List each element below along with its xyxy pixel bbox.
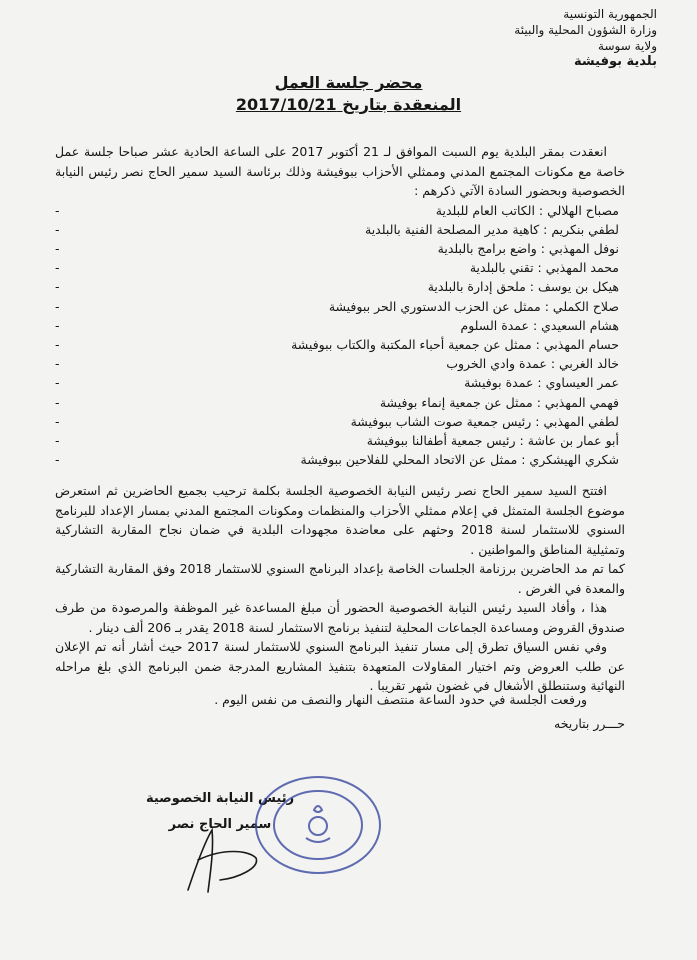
signature-title: رئيس النيابة الخصوصية xyxy=(145,791,295,806)
attendee-text: فهمي المهذبي : ممثل عن جمعية إنماء بوفيشة xyxy=(379,394,619,410)
letterhead-governorate: ولاية سوسة xyxy=(598,39,657,53)
document-body xyxy=(55,142,625,696)
attendee-text: هيكل بن يوسف : ملحق إدارة بالبلدية xyxy=(427,279,619,295)
attendee-item: أبو عمار بن عاشة : رئيس جمعية أطفالنا ببوفيشة - xyxy=(55,431,619,450)
attendee-item: مصباح الهلالي : الكاتب العام للبلدية - xyxy=(55,201,619,220)
attendee-item: خالد الغربي : عمدة وادي الخروب - xyxy=(55,354,619,373)
attendee-item: شكري الهيشكري : ممثل عن الاتحاد المحلي للفلاحين ببوفيشة - xyxy=(55,450,619,469)
document-title xyxy=(0,72,697,116)
opening-paragraph: افتتح السيد سمير الحاج نصر رئيس النيابة الخصوصية الجلسة بكلمة ترحيب بجميع الحاضرين ثم استعرض موضوع الجلسة المتمثل في إعلام ممثلي الأحزاب والمنظمات ومكونات المجتمع المدني بمسار الإعداد للبرنامج السنوي للاستثمار لسنة 2018 وحثهم على معاضدة مجهودات البلدية في ضمان نجاح المقاربة التشاركية وتمثيلية المناطق والمواطنين . xyxy=(55,483,626,557)
funding-paragraph: هذا ، وأفاد السيد رئيس النيابة الخصوصية الحضور أن مبلغ المساعدة غير الموظفة والمرصودة من طرف صندوق القروض ومساعدة الجماعات المحلية لتنفيذ برنامج الاستثمار لسنة 2018 يقدر بـ 206 ألف دينار . xyxy=(55,600,625,635)
letterhead-country: الجمهورية التونسية xyxy=(563,7,657,21)
schedule-paragraph: كما تم مد الحاضرين برزنامة الجلسات الخاصة بإعداد البرنامج السنوي للاستثمار 2018 وفق المقاربة التشاركية والمعدة في الغرض . xyxy=(55,561,625,596)
attendee-text: شكري الهيشكري : ممثل عن الاتحاد المحلي للفلاحين ببوفيشة xyxy=(300,452,619,468)
attendee-text: لطفي بنكريم : كاهية مدير المصلحة الفنية بالبلدية xyxy=(365,221,619,237)
attendee-text: محمد المهذبي : تقني بالبلدية xyxy=(469,260,619,276)
attendee-text: صلاح الكملي : ممثل عن الحزب الدستوري الحر ببوفيشة xyxy=(328,298,619,314)
intro-paragraph: انعقدت بمقر البلدية يوم السبت الموافق لـ 21 أكتوبر 2017 على الساعة الحادية عشر صباحا جلسة عمل خاصة مع مكونات المجتمع المدني وممثلي الأحزاب ببوفيشة وذلك برئاسة السيد سمير الحاج نصر رئيس النيابة الخصوصية وبحضور السادة الآتي ذكرهم : xyxy=(55,144,625,198)
progress-paragraph: وفي نفس السياق تطرق إلى مسار تنفيذ البرنامج السنوي للاستثمار لسنة 2017 حيث أشار أنه تم الإعلان عن طلب العروض وتم اختيار المقاولات المتعهدة بتنفيذ المشاريع المدرجة ضمن البرنامج الذي بلغ مراحله النهائية وستنطلق الأشغال في غضون شهر تقريبا . xyxy=(55,639,625,694)
attendee-text: عمر العيساوي : عمدة بوفيشة xyxy=(464,375,619,391)
attendee-item: لطفي بنكريم : كاهية مدير المصلحة الفنية بالبلدية - xyxy=(55,220,619,239)
attendee-item: صلاح الكملي : ممثل عن الحزب الدستوري الحر ببوفيشة - xyxy=(55,297,619,316)
attendee-item: فهمي المهذبي : ممثل عن جمعية إنماء بوفيشة - xyxy=(55,393,619,412)
letterhead-municipality: بلدية بوفيشة xyxy=(574,54,657,69)
attendee-text: نوفل المهذبي : واضع برامج بالبلدية xyxy=(437,240,619,256)
attendee-text: حسام المهذبي : ممثل عن جمعية أحباء المكتبة والكتاب ببوفيشة xyxy=(291,336,619,352)
attendee-text: مصباح الهلالي : الكاتب العام للبلدية xyxy=(435,202,619,218)
letterhead xyxy=(514,6,657,70)
attendee-item: عمر العيساوي : عمدة بوفيشة - xyxy=(55,373,619,392)
attendee-text: لطفي المهذبي : رئيس جمعية صوت الشاب ببوفيشة xyxy=(350,413,619,429)
attendee-item: هيكل بن يوسف : ملحق إدارة بالبلدية - xyxy=(55,277,619,296)
closing-line: ورفعت الجلسة في حدود الساعة منتصف النهار والنصف من نفس اليوم . xyxy=(214,692,587,707)
handwritten-signature-icon xyxy=(168,820,278,900)
attendee-item: لطفي المهذبي : رئيس جمعية صوت الشاب ببوفيشة - xyxy=(55,412,619,431)
attendee-text: أبو عمار بن عاشة : رئيس جمعية أطفالنا ببوفيشة xyxy=(366,432,619,448)
signature-name: سمير الحاج نصر xyxy=(168,817,272,832)
attendee-text: خالد الغربي : عمدة وادي الخروب xyxy=(446,356,619,372)
attendee-item: حسام المهذبي : ممثل عن جمعية أحباء المكتبة والكتاب ببوفيشة - xyxy=(55,335,619,354)
letterhead-ministry: وزارة الشؤون المحلية والبيئة xyxy=(514,23,657,37)
title-line-1: محضر جلسة العمل xyxy=(274,73,423,92)
attendee-text: هشام السعيدي : عمدة السلوم xyxy=(460,317,619,333)
title-line-2: المنعقدة بتاريخ 2017/10/21 xyxy=(235,95,462,114)
attendee-item: محمد المهذبي : تقني بالبلدية - xyxy=(55,258,619,277)
attendees-list xyxy=(55,201,625,470)
date-line: حـــرر بتاريخه xyxy=(554,716,625,731)
attendee-item: نوفل المهذبي : واضع برامج بالبلدية - xyxy=(55,239,619,258)
attendee-item: هشام السعيدي : عمدة السلوم - xyxy=(55,316,619,335)
